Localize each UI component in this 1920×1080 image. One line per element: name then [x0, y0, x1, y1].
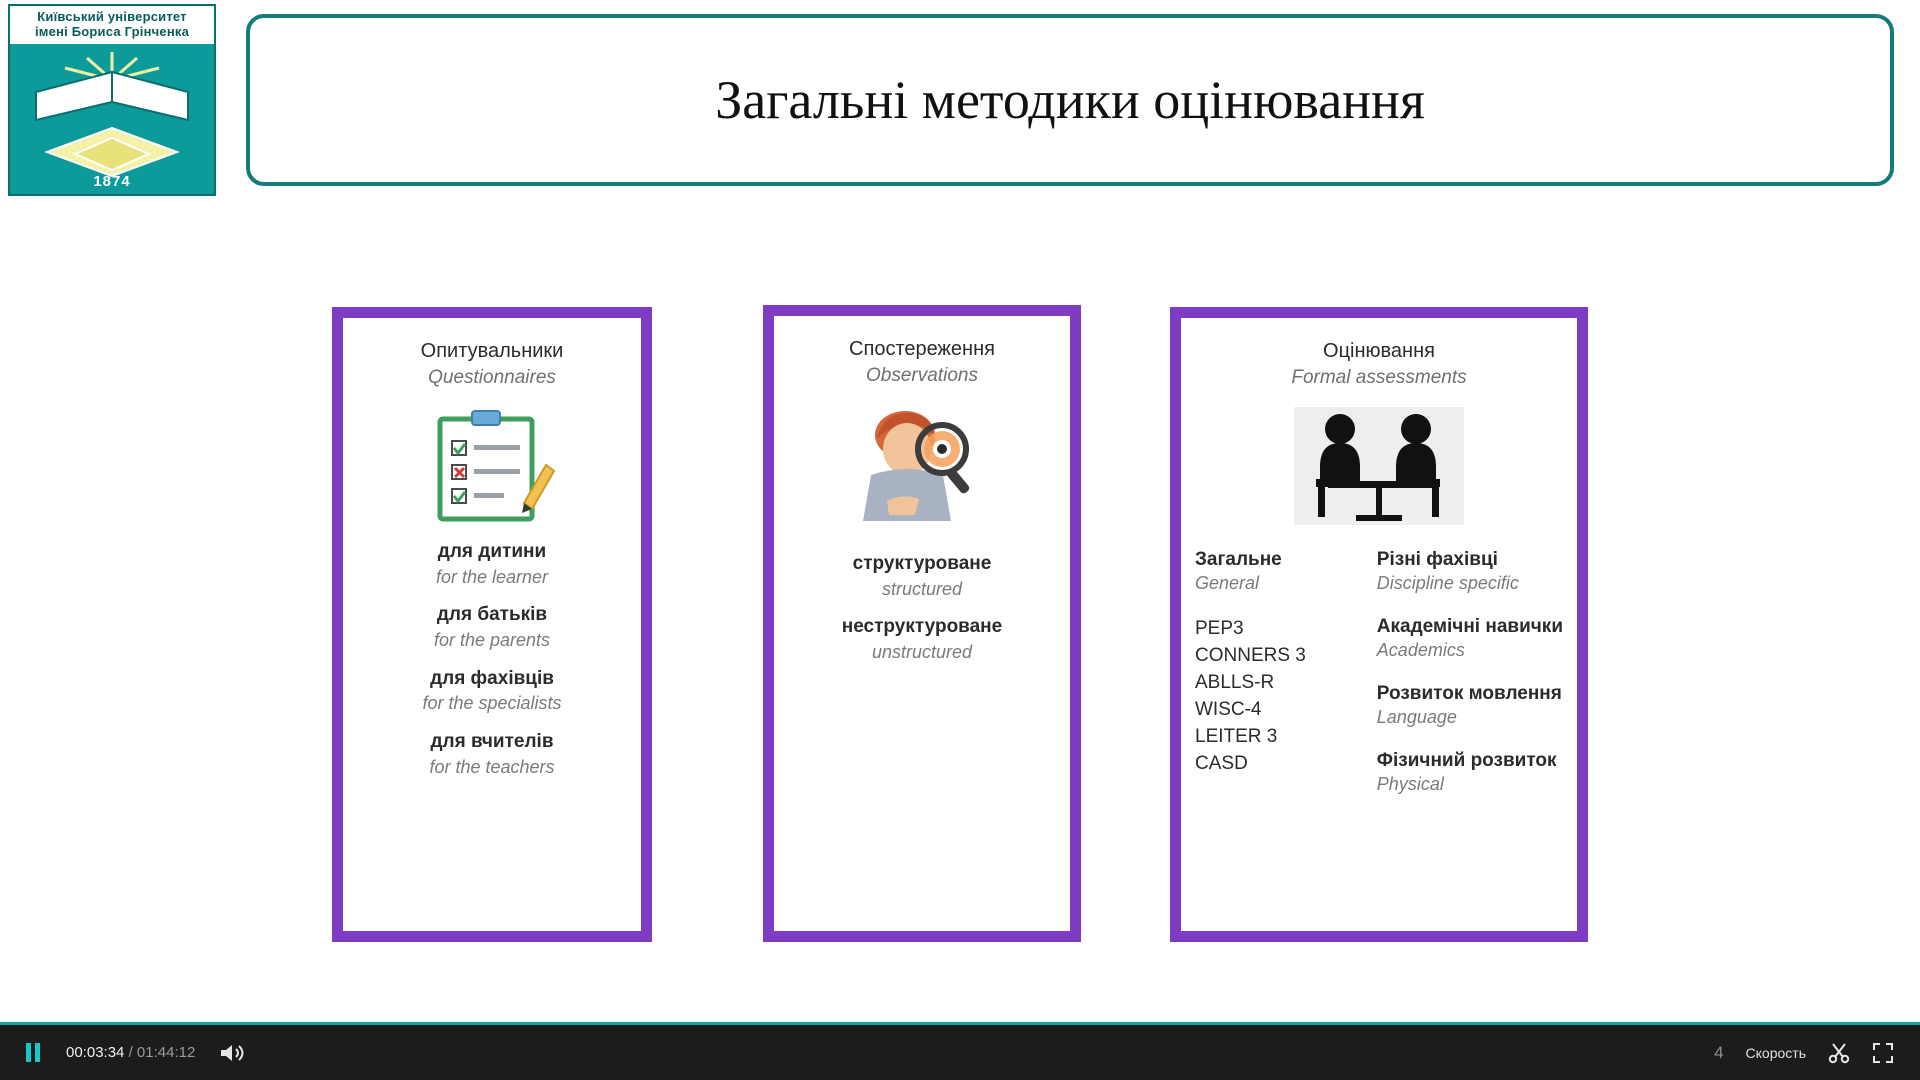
assessment-general-column [1195, 549, 1359, 795]
list-item [429, 731, 554, 778]
total-time: 01:44:12 [136, 1044, 196, 1061]
list-item [853, 553, 992, 600]
item-main: для батьків [436, 604, 548, 626]
card-questionnaires [332, 307, 652, 942]
volume-icon [219, 1042, 245, 1064]
entry-sub: Language [1376, 707, 1457, 727]
discipline-head: Різні фахівці [1376, 549, 1498, 570]
logo-emblem [10, 44, 214, 194]
page-number: 4 [1714, 1042, 1724, 1062]
item-sub: for the learner [435, 566, 549, 587]
clipboard-checklist-icon [428, 407, 556, 525]
list-item [436, 541, 548, 588]
discipline-entry [1377, 750, 1563, 795]
fullscreen-icon [1872, 1042, 1894, 1064]
assessment-grid [1191, 549, 1567, 795]
item-main: неструктуроване [841, 616, 1003, 638]
item-main: для вчителів [430, 730, 554, 752]
scissors-icon [1828, 1042, 1850, 1064]
item-main: для дитини [437, 541, 547, 562]
card-1-header: Опитувальники [420, 340, 564, 362]
test-item: LEITER 3 [1195, 725, 1278, 747]
general-subhead: General [1195, 573, 1260, 593]
list-item [434, 604, 550, 651]
item-main: структуроване [852, 553, 992, 574]
time-separator: / [128, 1044, 133, 1061]
entry-main: Фізичний розвиток [1376, 750, 1557, 771]
person-magnifier-icon [847, 405, 997, 523]
list-item [842, 616, 1002, 663]
logo-fan-icon [37, 124, 187, 180]
slide-title-box [246, 14, 1894, 186]
test-item: PEP3 [1195, 618, 1244, 639]
test-item: WISC-4 [1195, 698, 1262, 720]
card-formal-assessments [1170, 307, 1588, 942]
card-3-subheader: Formal assessments [1291, 367, 1467, 388]
scissors-button[interactable] [1828, 1042, 1850, 1064]
test-item: ABLLS-R [1195, 671, 1275, 693]
video-player-controls [0, 1022, 1920, 1080]
test-list [1195, 616, 1359, 778]
two-people-table-icon [1294, 407, 1464, 525]
item-sub: structured [881, 578, 963, 599]
logo-year: 1874 [93, 173, 131, 190]
card-2-subheader: Observations [866, 365, 978, 386]
card-3-header: Оцінювання [1323, 340, 1435, 362]
university-logo [8, 4, 216, 196]
item-sub: unstructured [871, 642, 973, 663]
test-item: CONNERS 3 [1195, 644, 1306, 666]
pause-bar-right [35, 1043, 40, 1062]
current-time: 00:03:34 [66, 1044, 125, 1061]
logo-line-1: Київський університет [37, 9, 187, 24]
speed-button[interactable]: Скорость [1745, 1044, 1806, 1061]
entry-main: Академічні навички [1376, 616, 1563, 637]
discipline-entry [1377, 616, 1563, 661]
discipline-entry [1377, 683, 1563, 728]
page-title: Загальні методики оцінювання [715, 70, 1425, 130]
entry-sub: Physical [1376, 774, 1444, 794]
card-observations [763, 305, 1081, 942]
discipline-subhead: Discipline specific [1376, 573, 1519, 593]
logo-line-2: імені Бориса Грінченка [34, 23, 190, 39]
item-sub: for the parents [433, 630, 551, 651]
assessment-discipline-column [1377, 549, 1563, 795]
logo-book-icon [32, 62, 192, 128]
pause-button[interactable] [22, 1042, 44, 1064]
item-main: для фахівців [430, 667, 554, 689]
entry-main: Розвиток мовлення [1376, 683, 1562, 704]
test-item: CASD [1195, 752, 1248, 774]
volume-button[interactable] [219, 1042, 245, 1064]
general-head: Загальне [1195, 549, 1282, 570]
logo-text-band [10, 6, 214, 44]
item-sub: for the teachers [429, 756, 555, 777]
item-sub: for the specialists [422, 693, 562, 714]
time-display [66, 1044, 195, 1061]
fullscreen-button[interactable] [1872, 1042, 1894, 1064]
card-1-subheader: Questionnaires [428, 367, 556, 388]
pause-bar-left [26, 1043, 31, 1062]
list-item [422, 668, 561, 715]
entry-sub: Academics [1376, 640, 1465, 660]
card-2-header: Спостереження [849, 338, 995, 360]
